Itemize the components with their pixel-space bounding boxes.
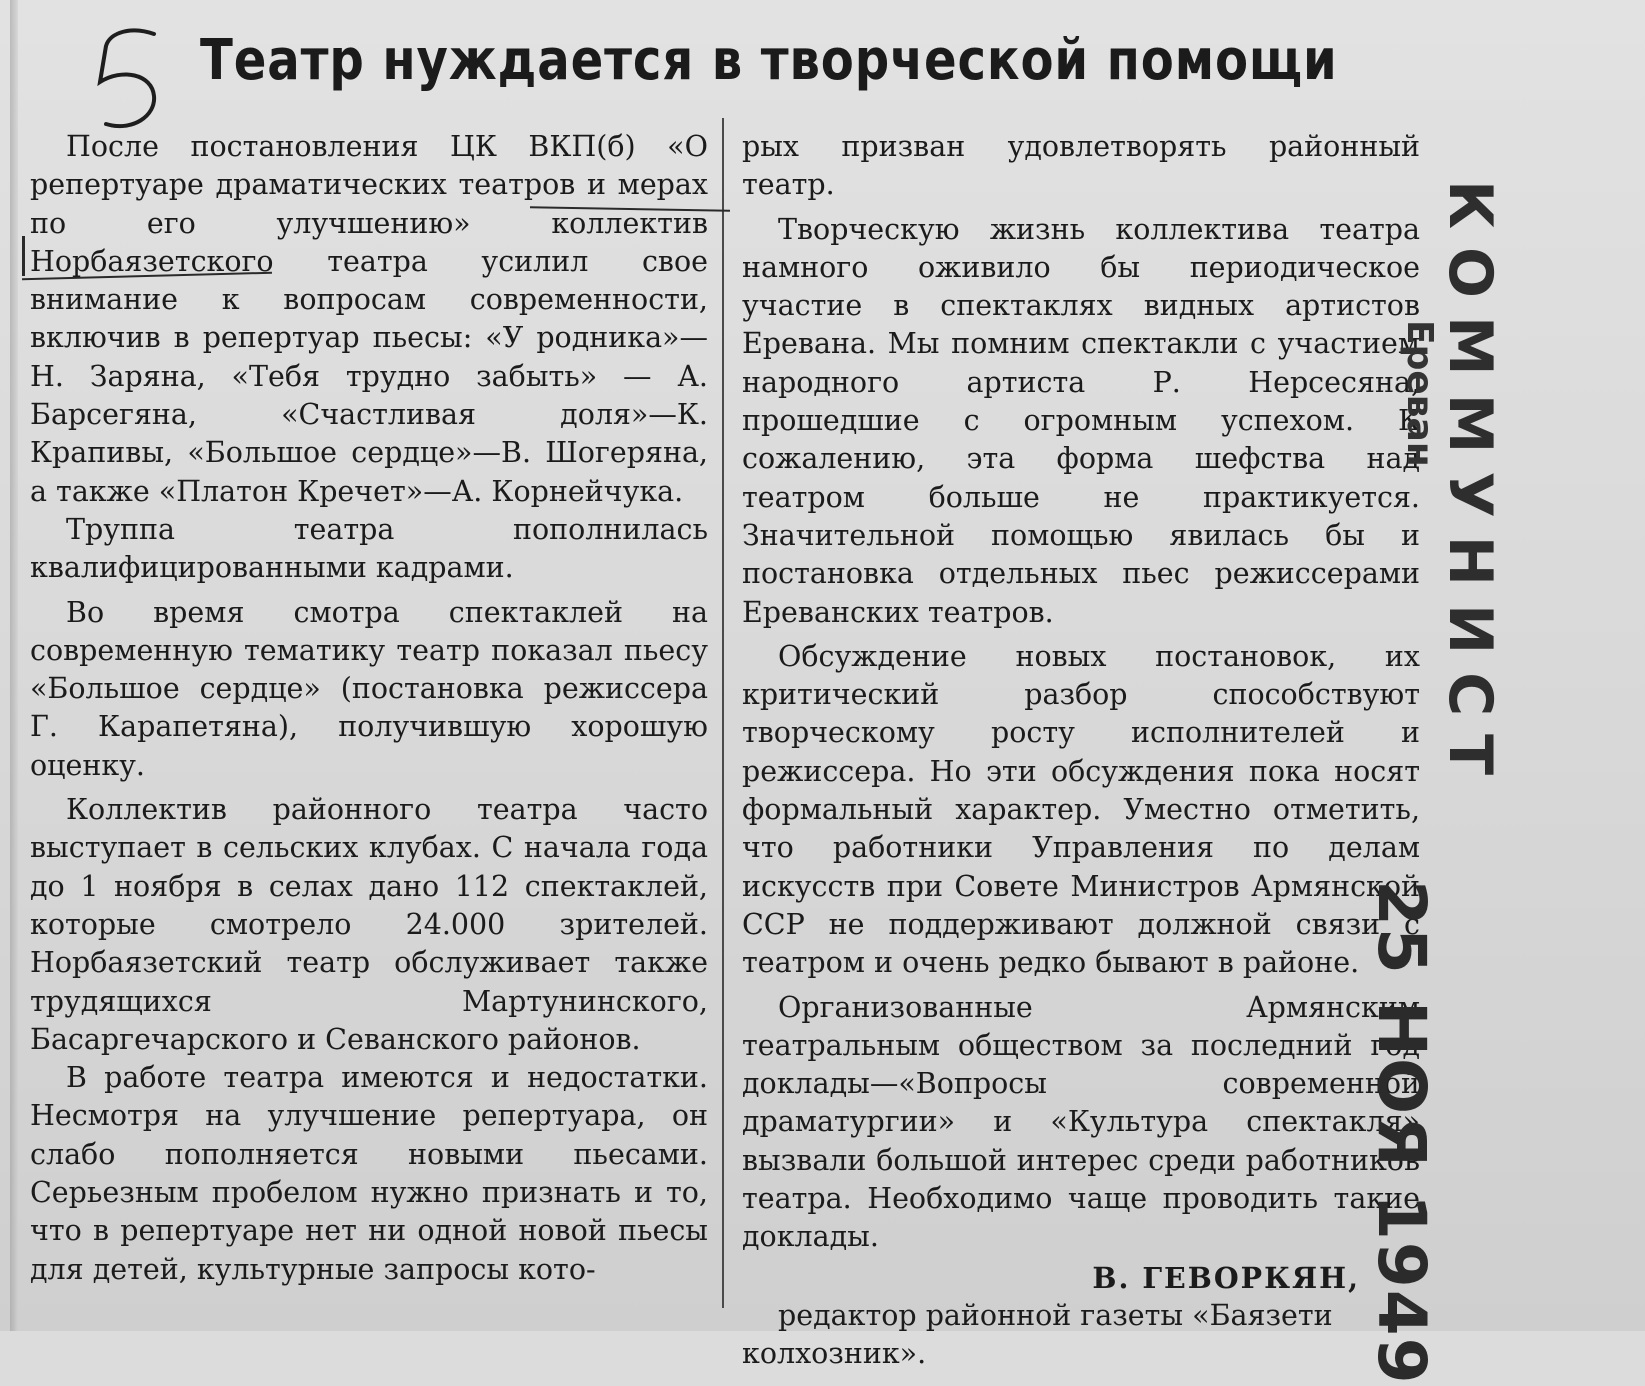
pencil-underline	[22, 236, 25, 276]
paragraph: Труппа театра пополнилась квалифицированными кадрами.	[30, 512, 708, 585]
stamp-date	[1363, 880, 1645, 1386]
stamp-city	[1399, 320, 1587, 467]
column-divider	[722, 118, 724, 1308]
paragraph: Коллектив районного театра часто выступает в сельских клубах. С начала года до 1 ноября в селах дано 112 спектаклей, которые смотрело 24.000 зрителей. Норбаязетский театр обслуживает также трудящихся Мартунинского, Басаргечарского и Севанского районов.	[30, 793, 708, 1056]
article-column-right	[742, 128, 1420, 1374]
paragraph: Во время смотра спектаклей на современную тематику театр показал пьесу «Большое сердце» (постановка режиссера Г. Карапетяна), получившую хорошую оценку.	[30, 595, 708, 782]
stamp-newspaper-name	[1435, 180, 1545, 794]
article-title: Театр нуждается в творческой помощи	[200, 28, 1338, 93]
paragraph: После постановления ЦК ВКП(б) «О репертуаре драматических театров и мерах по его улучшению» коллектив Норбаязетского театра усилил свое внимание к вопросам современности, включив в репертуар пьесы: «У родника»—Н. Заряна, «Тебя трудно забыть» — А. Барсегяна, «Счастливая доля»—К. Крапивы, «Большое сердце»—В. Шогеряна, а также «Платон Кречет»—А. Корнейчука.	[30, 130, 708, 508]
paragraph: рых призван удовлетворять районный театр.	[742, 130, 1420, 202]
article-column-left	[30, 128, 708, 1289]
handwritten-number-5	[92, 24, 172, 134]
paragraph: Организованные Армянским театральным обществом за последний год доклады—«Вопросы современной драматургии» и «Культура спектакля» вызвали большой интерес среди работников театра. Необходимо чаще проводить такие доклады.	[742, 990, 1420, 1254]
paper-edge	[10, 0, 18, 1331]
paragraph: Обсуждение новых постановок, их критический разбор способствуют творческому росту исполнителей и режиссера. Но эти обсуждения пока носят формальный характер. Уместно отметить, что работники Управления по делам искусств при Совете Министров Армянской ССР не поддерживают должной связи с театром и очень редко бывают в районе.	[742, 639, 1420, 980]
paragraph: Творческую жизнь коллектива театра намного оживило бы периодическое участие в спектаклях видных артистов Еревана. Мы помним спектакли с участием народного артиста Р. Нерсесяна, прошедшие с огромным успехом. К сожалению, эта форма шефства над театром больше не практикуется. Значительной помощью явилась бы и постановка отдельных пьес режиссерами Ереванских театров.	[742, 212, 1420, 629]
stamp-city-text: Ереван	[1399, 320, 1440, 467]
paragraph: В работе театра имеются и недостатки. Несмотря на улучшение репертуара, он слабо пополняется новыми пьесами. Серьезным пробелом нужно признать и то, что в репертуаре нет ни одной новой пьесы для детей, культурные запросы кото-	[30, 1061, 708, 1286]
stamp-newspaper-text: КОММУНИСТ	[1435, 180, 1505, 794]
author-role: редактор районной газеты «Баязети колхозник».	[742, 1298, 1333, 1371]
author-name: В. ГЕВОРКЯН,	[1092, 1260, 1360, 1295]
stamp-date-text: 25 НОЯ 1949	[1363, 880, 1440, 1386]
